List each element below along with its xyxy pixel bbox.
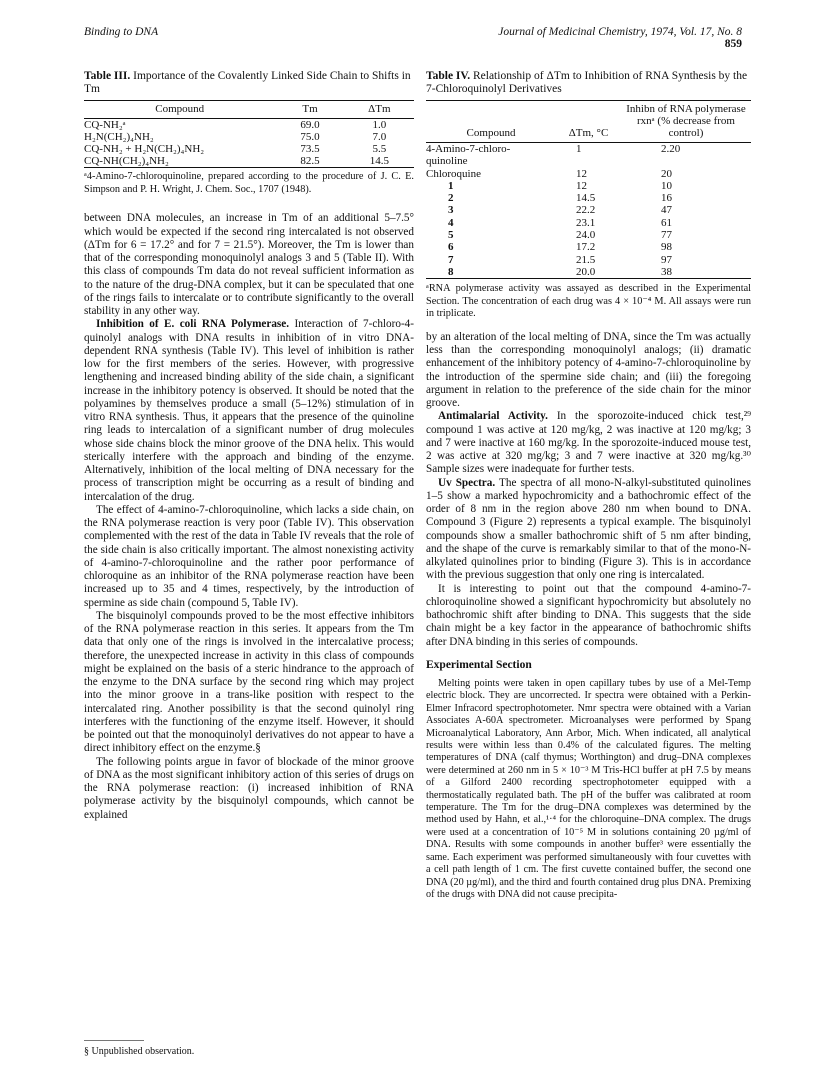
table4-cell-compound: 8 [448,265,454,278]
journal-citation: Journal of Medicinal Chemistry, 1974, Vol. 17, No. 8 [498,26,742,38]
footnote-rule [84,1040,144,1041]
table4-cell-inhibition: 61 [661,216,672,229]
table4-cell-dtm: 21.5 [576,253,596,266]
table4-cell-dtm: 14.5 [576,192,596,205]
table3-cell-compound: H₂N(CH₂)₄NH₂ [84,131,154,144]
table4-cell-dtm: 24.0 [576,229,596,242]
table4-cell-dtm: 1 [576,143,582,155]
table4-cell-inhibition: 98 [661,241,672,254]
table4-caption [426,70,751,96]
table4-cell-compound: 5 [448,229,454,242]
table4-row [426,217,751,229]
table3-cell-compound: CQ-NH₂ᵃ [84,119,126,132]
table3 [84,100,414,168]
uv-paragraph [426,477,751,583]
table3-cell-dtm: 14.5 [369,155,389,168]
inhibition-heading: Inhibition of E. coli RNA Polymerase. [96,318,290,331]
table4-cell-dtm: 22.2 [576,204,596,217]
inhibition-lead: Interaction of 7-chloro-4-quinolyl analogs with DNA results in inhibition of in vitro DNA-dependent RNA synthesis (Table IV). [84,318,415,357]
table3-col-dtm: ΔTm [345,101,414,119]
table3-footnote: ᵃ4-Amino-7-chloroquinoline, prepared according to the procedure of J. C. E. Simpson and P. H. Wright, J. Chem. Soc., 1707 (1948). [84,171,414,195]
right-paragraph-1: by an alteration of the local melting of DNA, since the Tm was actually less than the corresponding monoquinolyl analogs; (ii) dramatic enhancement of the inhibitory potency of 4-amino-7-chloroquinoline by the introduction of the spermine side chain; and (iii) the foregoing argument in relation to the preference of the side chain for the minor groove. [426,330,751,410]
table4-cell-inhibition: 77 [661,229,672,242]
table4-label: Table IV. [426,70,471,82]
antimalarial-text: In the sporozoite-induced chick test,²⁹ compound 1 was active at 120 mg/kg, 2 was inactive at 120 mg/kg; 3 and 7 were inactive at 160 mg/kg. In the sporozoite-induced mouse test, 2 was active at 320 mg/kg; 3 and 7 were inactive at 320 mg/kg.³⁰ Sample sizes were inadequate for further tests. [426,410,752,476]
table4-row [426,266,751,279]
table3-cell-dtm: 7.0 [372,131,387,144]
table3-row [84,119,414,132]
table4-row [426,180,751,192]
inhibition-paragraph [84,318,414,504]
table3-col-tm: Tm [275,101,344,119]
table3-cell-dtm: 1.0 [372,119,387,132]
table4-col-inhibition: Inhibn of RNA polymerase rxnᵃ (% decrease from control) [621,101,751,143]
table3-row [84,143,414,155]
table4-cell-compound: 2 [448,192,454,205]
uv-text: The spectra of all mono-N-alkyl-substituted quinolines 1–5 show a marked hypochromicity and a bathochromic effect of the order of 8 nm in the region above 280 nm when bound to DNA. Compound 3 (Figure 2) represents a typical example. The bisquinolyl compounds show a smaller bathochromic shift of 5 nm after binding, and the shape of the curve is remarkably similar to that of the mono-N-alkylated quinolines prior to binding (Figure 3). This is in accordance with the previous suggestion that only one ring is intercalated. [426,476,751,582]
table3-cell-compound: CQ-NH(CH₂)₄NH₂ [84,155,169,168]
table4-cell-compound: 1 [448,179,454,192]
table4-cell-inhibition: 20 [661,167,672,180]
table3-cell-tm: 75.0 [300,131,320,144]
body-paragraph-4: The bisquinolyl compounds proved to be the most effective inhibitors of the RNA polymerase reaction in this series. It appears from the Tm data that only one of the rings is involved in the intercalative process; therefore, the unexpected increase in activity in this class of compounds might be explained on the basis of a steric hindrance to the approach of the enzyme to the DNA surface by the second ring which may project into the minor groove in a trans-like position with respect to the intercalated ring. Another possibility is that the second quinolyl ring interferes with the functioning of the enzyme itself. However, it should be pointed out that the monoquinolyl derivatives do not appear to have a direct inhibitory effect on the enzyme.§ [84,609,414,755]
table4-cell-compound: 7 [448,253,454,266]
experimental-text: Melting points were taken in open capillary tubes by use of a Mel-Temp electric block. They are uncorrected. Ir spectra were obtained with a Perkin-Elmer Infracord spectrophotometer. Nmr spectra were obtained with a Varian Associates A-60A spectrometer. Microanalyses were performed by Spang Microanalytical Laboratory, Ann Arbor, Mich. When indicated, all analytical results were within less than 0.4% of the calculated figures. The melting temperatures of DNA (calf thymus; Worthington) and drug–DNA complexes were determined at 260 nm in 5 × 10⁻³ M Tris-HCl buffer at pH 7.5 by means of a Gilford 2400 recording spectrophotometer equipped with a thermostatically regulated bath. The pH of the buffer was calibrated at room temperature. The Tm for the drug–DNA complexes was determined by the method used by Hahn, et al.,¹·⁴ for the chloroquine–DNA complex. The drugs were used at a concentration of 10⁻⁵ M in solutions containing 20 µg/ml of DNA. Results with some compounds in another buffer³ were essentially the same. Each experiment was performed simultaneously with four cuvettes with a cell path length of 1 cm. The first cuvette contained buffer, the second one DNA (20 µg/ml), and the third and fourth contained drug plus DNA. Premixing of the drugs with DNA did not cause precipita- [426,678,751,900]
body-paragraph-5: The following points argue in favor of blockade of the minor groove of DNA as the most significant inhibitory action of this series of drugs on the RNA polymerase reaction: (i) increased inhibition of RNA polymerase activity by the bisquinolyl compounds, which cannot be explained [84,755,414,821]
table4-row [426,229,751,241]
uv-heading: Uv Spectra. [438,476,496,489]
table3-cell-tm: 82.5 [300,155,320,168]
antimalarial-heading: Antimalarial Activity. [438,410,548,423]
table4-row [426,204,751,216]
table4-row [426,254,751,266]
table4-cell-compound: 6 [448,241,454,254]
right-column [426,70,751,901]
table4-cell-dtm: 12 [576,167,587,180]
table3-cell-tm: 69.0 [300,119,320,132]
table4-cell-inhibition: 97 [661,253,672,266]
table4-cell-inhibition: 16 [661,192,672,205]
body-paragraph-1: between DNA molecules, an increase in Tm of an additional 5–7.5° which would be expected if the second ring intercalated is not observed (ΔTm for 6 = 17.2° and for 7 = 21.5°). Moreover, the Tm is lower than that of the corresponding monoquinolyl analogs 3 and 5 (Table II). With this class of compounds Tm data do not reveal sufficient information as to the nature of the drug-DNA complex, but it can be speculated that one of the rings fails to intercalate or to contribute significantly to the overall stability in any other way. [84,212,414,317]
body-paragraph-3: The effect of 4-amino-7-chloroquinoline, which lacks a side chain, on the RNA polymerase reaction is very poor (Table IV). This observation complemented with the rest of the data in Table IV reveals that the role of the side chain is also critically important. The almost nonexisting activity of 4-amino-7-chloroquinoline and the rather poor performance of chloroquine as an inhibitor of the RNA polymerase reaction have been increased up to 35 and 4 times, respectively, by the introduction of spermine as side chain (compound 5, Table IV). [84,503,414,609]
inhibition-body: This level of inhibition is rather low for the first members of the series. However, with progressive lengthening and increased binding ability of the side chain, a significant increase in the inhibitory potency is observed. It should be noted that the polyamines by themselves produce a small (5–12%) stimulation of in vitro RNA synthesis. Thus, it appears that the presence of the quinoline ring leads to intercalation of a significant number of drug molecules whose side chains block the minor groove of the DNA helix. This would sterically interfere with the approach and binding of the enzyme. Alternatively, inhibition of the local melting of DNA necessary for the process of transcription might be occurring as a result of binding and intercalation of the drug. [84,344,414,503]
table4-cell-compound: Chloroquine [426,167,481,180]
table3-row [84,155,414,168]
table4-row [426,241,751,253]
running-header-right [478,26,742,50]
table4-col-compound: Compound [426,101,556,143]
table4-row [426,143,751,168]
table3-caption [84,70,414,96]
table3-title: Importance of the Covalently Linked Side Chain to Shifts in Tm [84,70,411,95]
table4-cell-inhibition: 10 [661,179,672,192]
uv-paragraph-2: It is interesting to point out that the compound 4-amino-7-chloroquinoline showed a significant hypochromicity but absolutely no bathochromic shift after binding to DNA. This suggests that the side chain might be a key factor in the appearance of bathochromic shifts after DNA binding in this series of compounds. [426,582,751,648]
table4-cell-inhibition: 2.20 [661,143,681,155]
table4-cell-inhibition: 38 [661,265,672,278]
antimalarial-paragraph [426,410,751,476]
table4-row [426,168,751,180]
table3-col-compound: Compound [84,101,275,119]
table4-cell-dtm: 20.0 [576,265,596,278]
table4-cell-dtm: 12 [576,179,587,192]
table4-row [426,192,751,204]
table3-cell-dtm: 5.5 [372,143,387,156]
table3-label: Table III. [84,70,131,82]
left-column [84,70,414,822]
table4-cell-dtm: 23.1 [576,216,596,229]
table4-title: Relationship of ΔTm to Inhibition of RNA Synthesis by the 7-Chloroquinolyl Derivatives [426,70,748,95]
table4-cell-compound: 4 [448,216,454,229]
table4 [426,100,751,279]
table4-cell-compound: 4-Amino-7-chloro-quinoline [426,143,511,168]
table3-row [84,131,414,143]
table3-cell-tm: 73.5 [300,143,320,156]
table4-cell-compound: 3 [448,204,454,217]
page-number: 859 [724,38,742,50]
table4-footnote: ᵃRNA polymerase activity was assayed as described in the Experimental Section. The concentration of each drug was 4 × 10⁻⁴ M. All assays were run in triplicate. [426,283,751,320]
table4-col-dtm: ΔTm, °C [556,101,621,143]
running-header-left: Binding to DNA [84,26,159,38]
table4-cell-dtm: 17.2 [576,241,596,254]
table3-cell-compound: CQ-NH₂ + H₂N(CH₂)₄NH₂ [84,143,205,156]
page-footnote: § Unpublished observation. [84,1046,195,1057]
experimental-section-title: Experimental Section [426,658,532,671]
table4-cell-inhibition: 47 [661,204,672,217]
